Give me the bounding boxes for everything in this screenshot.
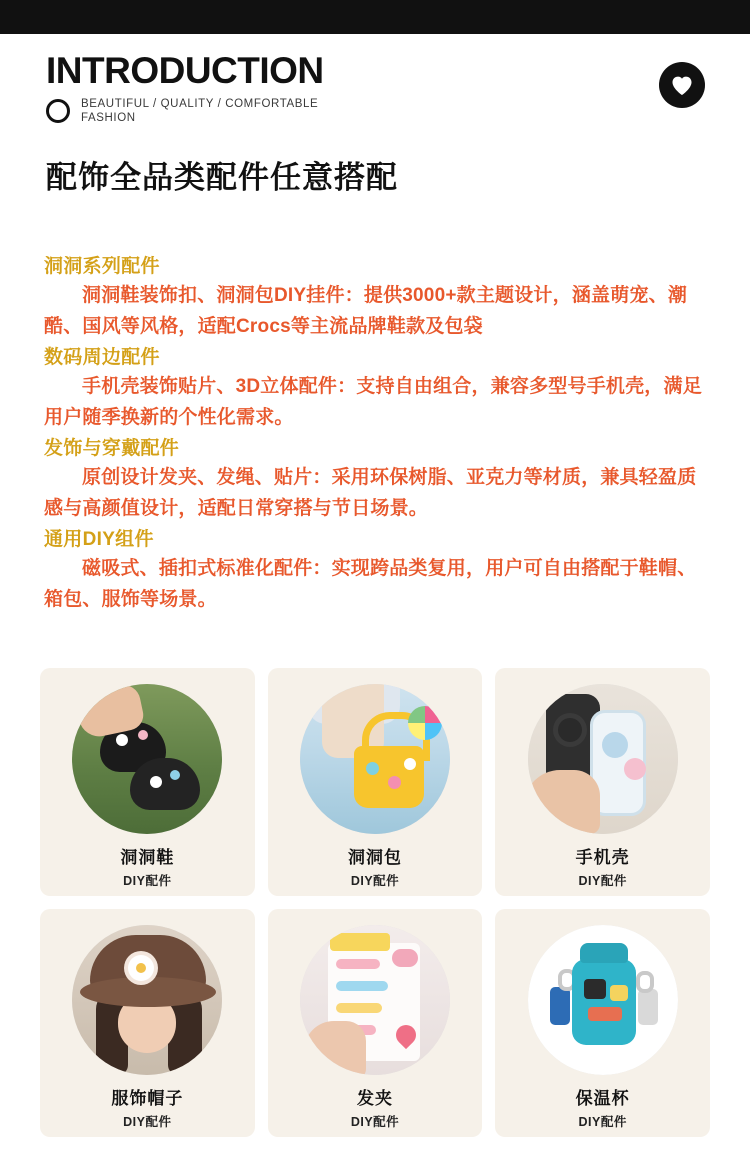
main-heading: 配饰全品类配件任意搭配 [46,160,398,195]
card-subtitle: DIY配件 [123,1115,172,1129]
section-heading-3: 发饰与穿戴配件 [44,437,180,459]
section-heading-2: 数码周边配件 [44,346,160,368]
circle-bullet-icon [46,99,70,123]
section-heading-1: 洞洞系列配件 [44,256,160,277]
card-subtitle: DIY配件 [350,1115,400,1129]
phone-cases-photo [528,684,678,834]
section-body-3: 原创设计发夹、发绳、贴片：采用环保树脂、亚克力等材质，兼具轻盈质感与高颜值设计，适配日常穿搭与节日场景。 [44,467,697,520]
card-subtitle: DIY配件 [578,1115,627,1129]
subtitle-row [46,97,706,126]
header-subtitle: BEAUTIFUL / QUALITY / COMFORTABLE FASHION [81,98,319,125]
thermos-cup-photo [528,925,678,1075]
section-heading-4: 通用DIY组件 [44,528,154,550]
product-card-grid [40,668,710,1137]
heart-icon [670,74,694,96]
product-card[interactable] [40,909,255,1137]
heart-badge [659,62,705,108]
card-title: 服饰帽子 [111,1089,184,1108]
section-body-2: 手机壳装饰贴片、3D立体配件：支持自由组合，兼容多型号手机壳，满足用户随季换新的个性化需求。 [44,376,702,429]
card-title: 手机壳 [575,848,630,867]
product-card[interactable] [268,668,483,896]
crocs-shoes-photo [72,684,222,834]
header [46,52,706,126]
card-subtitle: DIY配件 [578,874,627,888]
section-body-1: 洞洞鞋装饰扣、洞洞包DIY挂件：提供3000+款主题设计，涵盖萌宠、潮酷、国风等风格，适配Crocs等主流品牌鞋款及包袋 [44,285,688,338]
product-card[interactable] [495,668,710,896]
card-subtitle: DIY配件 [350,874,400,888]
hair-clips-photo [300,925,450,1075]
section-body-4: 磁吸式、插扣式标准化配件：实现跨品类复用，用户可自由搭配于鞋帽、箱包、服饰等场景。 [44,558,697,611]
product-card[interactable] [40,668,255,896]
top-black-bar [0,0,750,34]
product-card[interactable] [495,909,710,1137]
body-content [44,252,712,616]
product-card[interactable] [268,909,483,1137]
card-title: 洞洞包 [347,848,402,867]
yellow-tote-bag-photo [300,684,450,834]
card-subtitle: DIY配件 [123,874,172,888]
hat-girl-photo [72,925,222,1075]
card-title: 保温杯 [575,1089,630,1108]
page-title: INTRODUCTION [46,50,324,91]
card-title: 洞洞鞋 [120,848,175,867]
card-title: 发夹 [356,1089,393,1108]
